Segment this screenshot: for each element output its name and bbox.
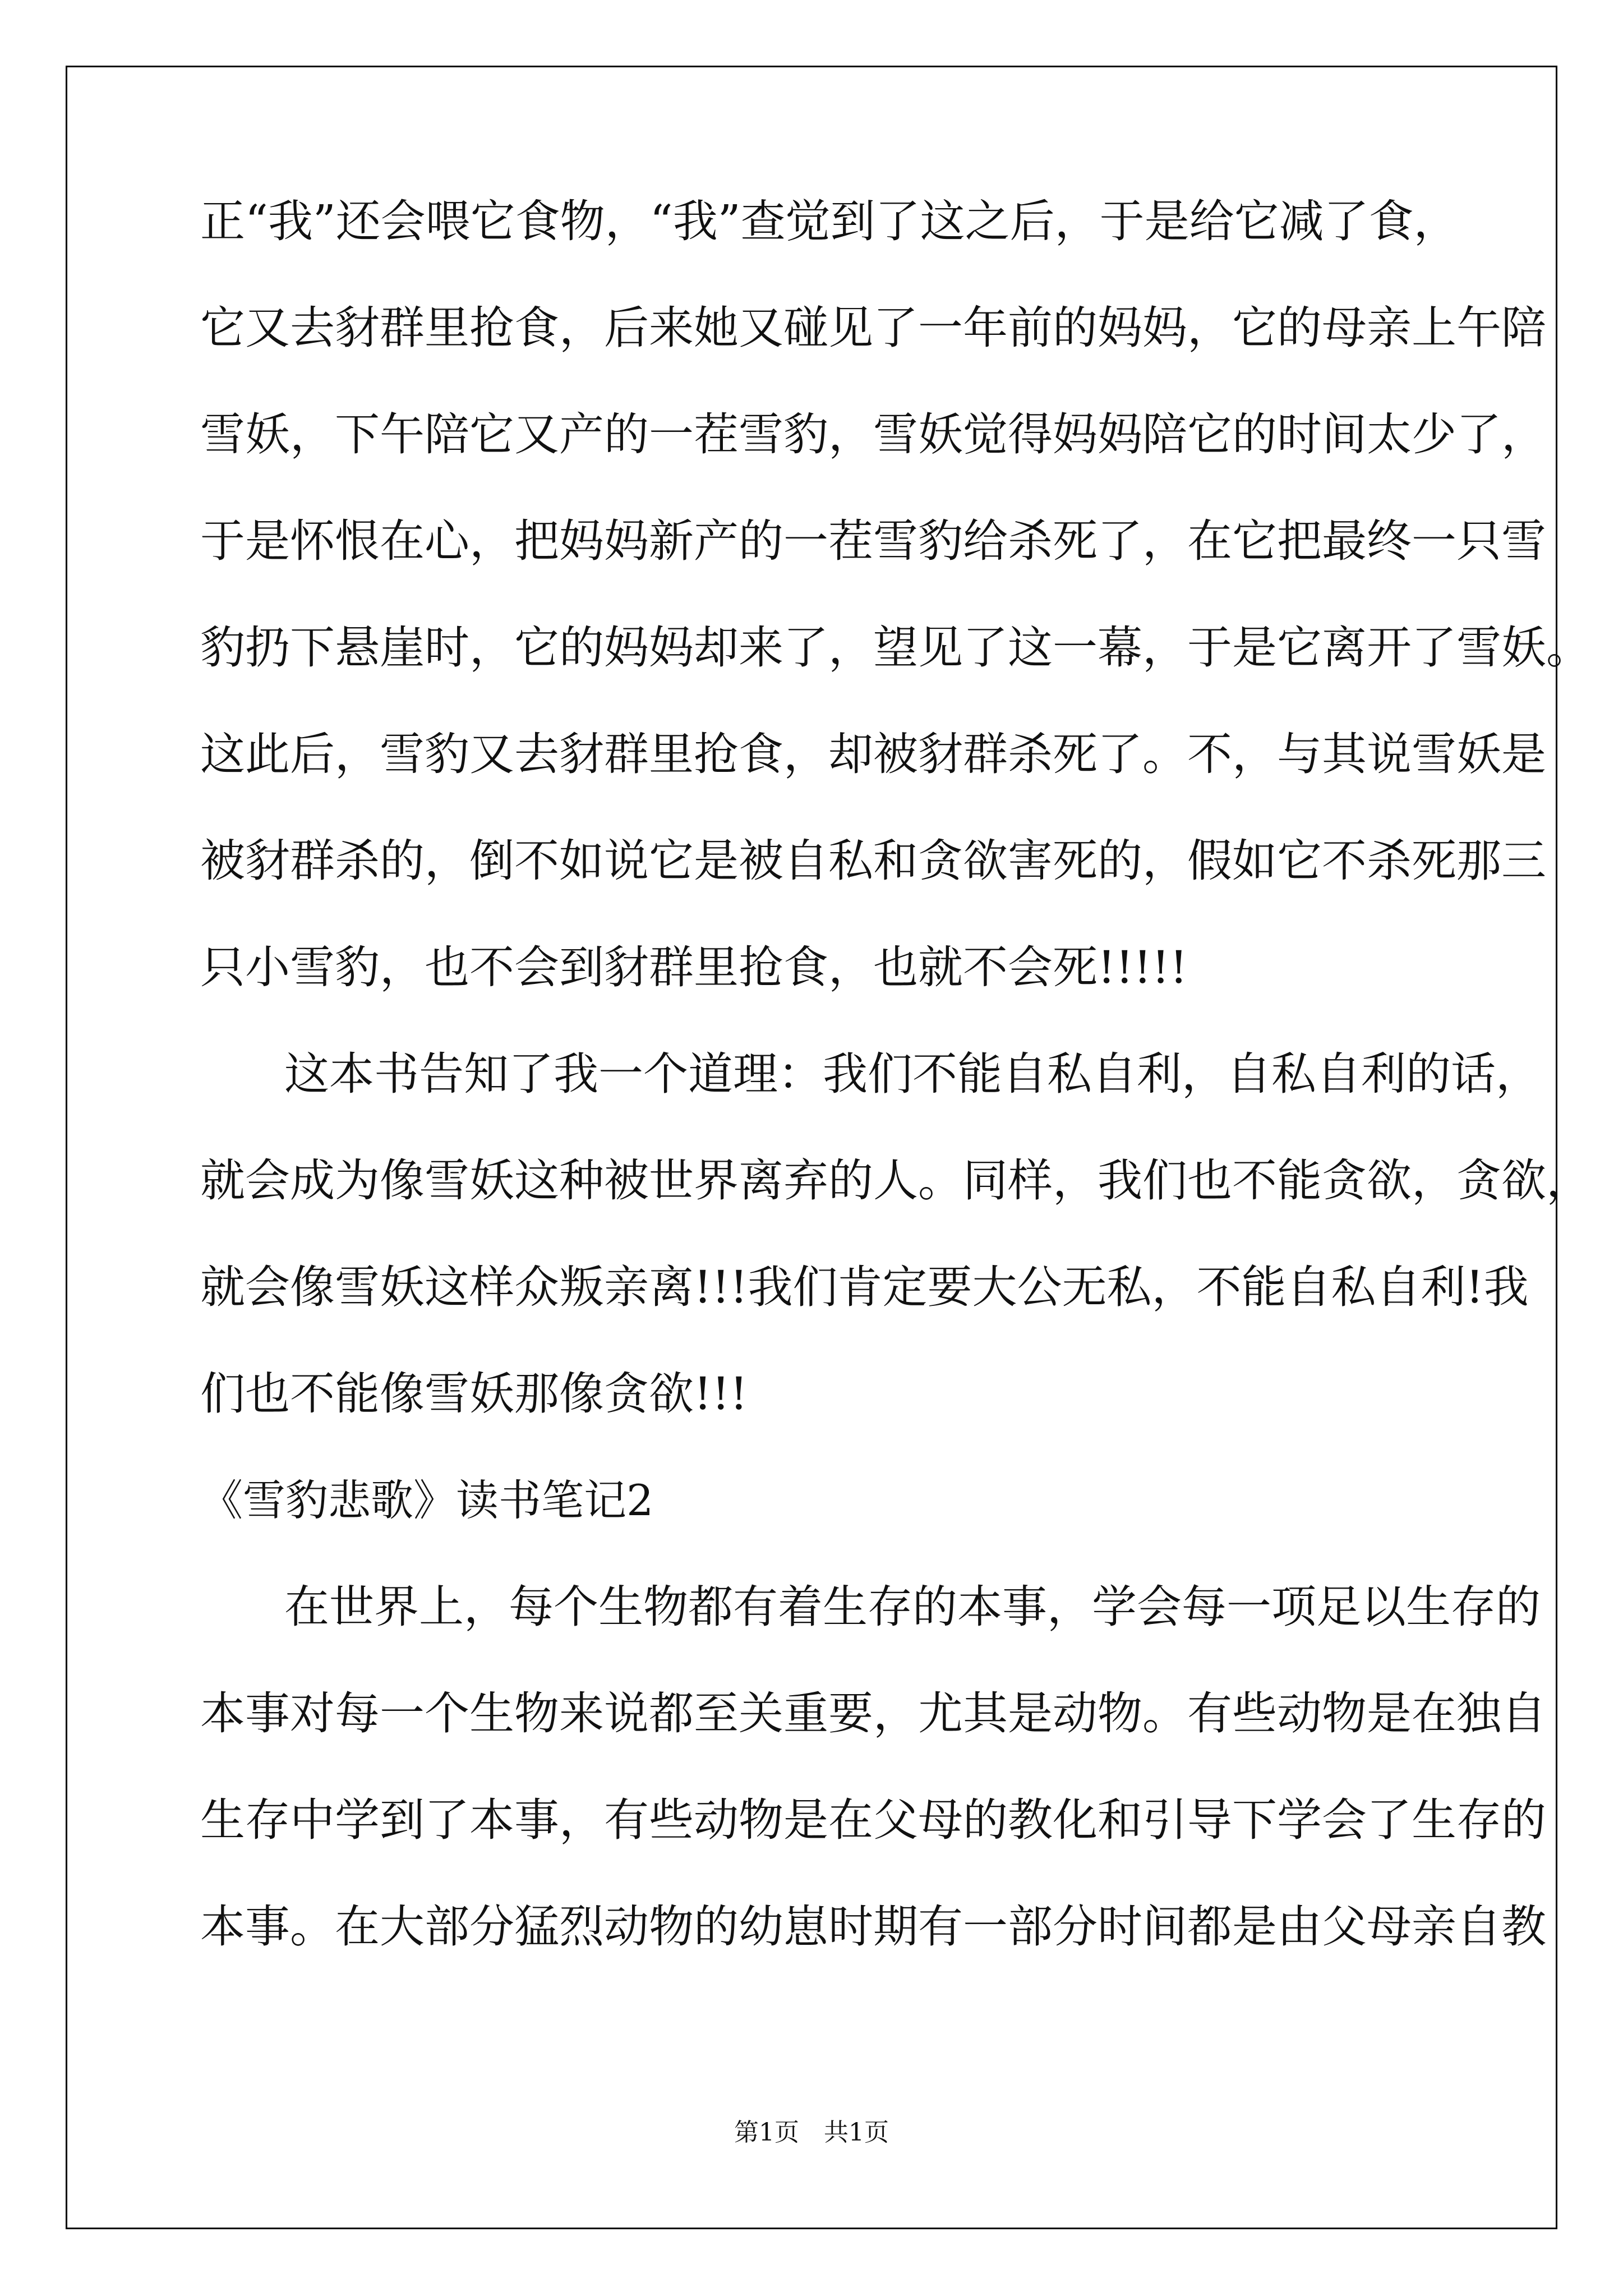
text-line: 生存中学到了本事，有些动物是在父母的教化和引导下学会了生存的	[200, 1794, 1546, 1846]
text-line: 于是怀恨在心，把妈妈新产的一茬雪豹给杀死了，在它把最终一只雪	[200, 515, 1546, 567]
document-body	[200, 195, 1591, 2011]
text-line: 这本书告知了我一个道理：我们不能自私自利，自私自利的话，	[284, 1048, 1541, 1100]
text-line: 被豺群杀的，倒不如说它是被自私和贪欲害死的，假如它不杀死那三	[200, 835, 1546, 887]
text-line: 雪妖，下午陪它又产的一茬雪豹，雪妖觉得妈妈陪它的时间太少了，	[200, 408, 1546, 461]
text-line: 只小雪豹，也不会到豺群里抢食，也就不会死!!!!!	[200, 941, 1188, 993]
text-line: 它又去豺群里抢食，后来她又碰见了一年前的妈妈，它的母亲上午陪	[200, 302, 1546, 354]
text-line: 在世界上，每个生物都有着生存的本事，学会每一项足以生存的	[284, 1581, 1541, 1633]
text-line: 豹扔下悬崖时，它的妈妈却来了，望见了这一幕，于是它离开了雪妖。	[200, 622, 1591, 674]
section-heading: 《雪豹悲歌》读书笔记2	[200, 1475, 654, 1525]
text-line: 正“我”还会喂它食物，“我”查觉到了这之后，于是给它减了食，	[200, 195, 1459, 247]
text-line: 本事对每一个生物来说都至关重要，尤其是动物。有些动物是在独自	[200, 1687, 1546, 1740]
page-number-footer: 第1页 共1页	[734, 2118, 889, 2147]
text-line: 这此后，雪豹又去豺群里抢食，却被豺群杀死了。不，与其说雪妖是	[200, 728, 1546, 780]
text-line: 就会像雪妖这样众叛亲离!!!我们肯定要大公无私，不能自私自利!我	[200, 1261, 1529, 1313]
text-line: 本事。在大部分猛烈动物的幼崽时期有一部分时间都是由父母亲自教	[200, 1901, 1546, 1953]
text-line: 就会成为像雪妖这种被世界离弃的人。同样，我们也不能贪欲，贪欲，	[200, 1154, 1591, 1207]
text-line: 们也不能像雪妖那像贪欲!!!	[200, 1368, 748, 1420]
